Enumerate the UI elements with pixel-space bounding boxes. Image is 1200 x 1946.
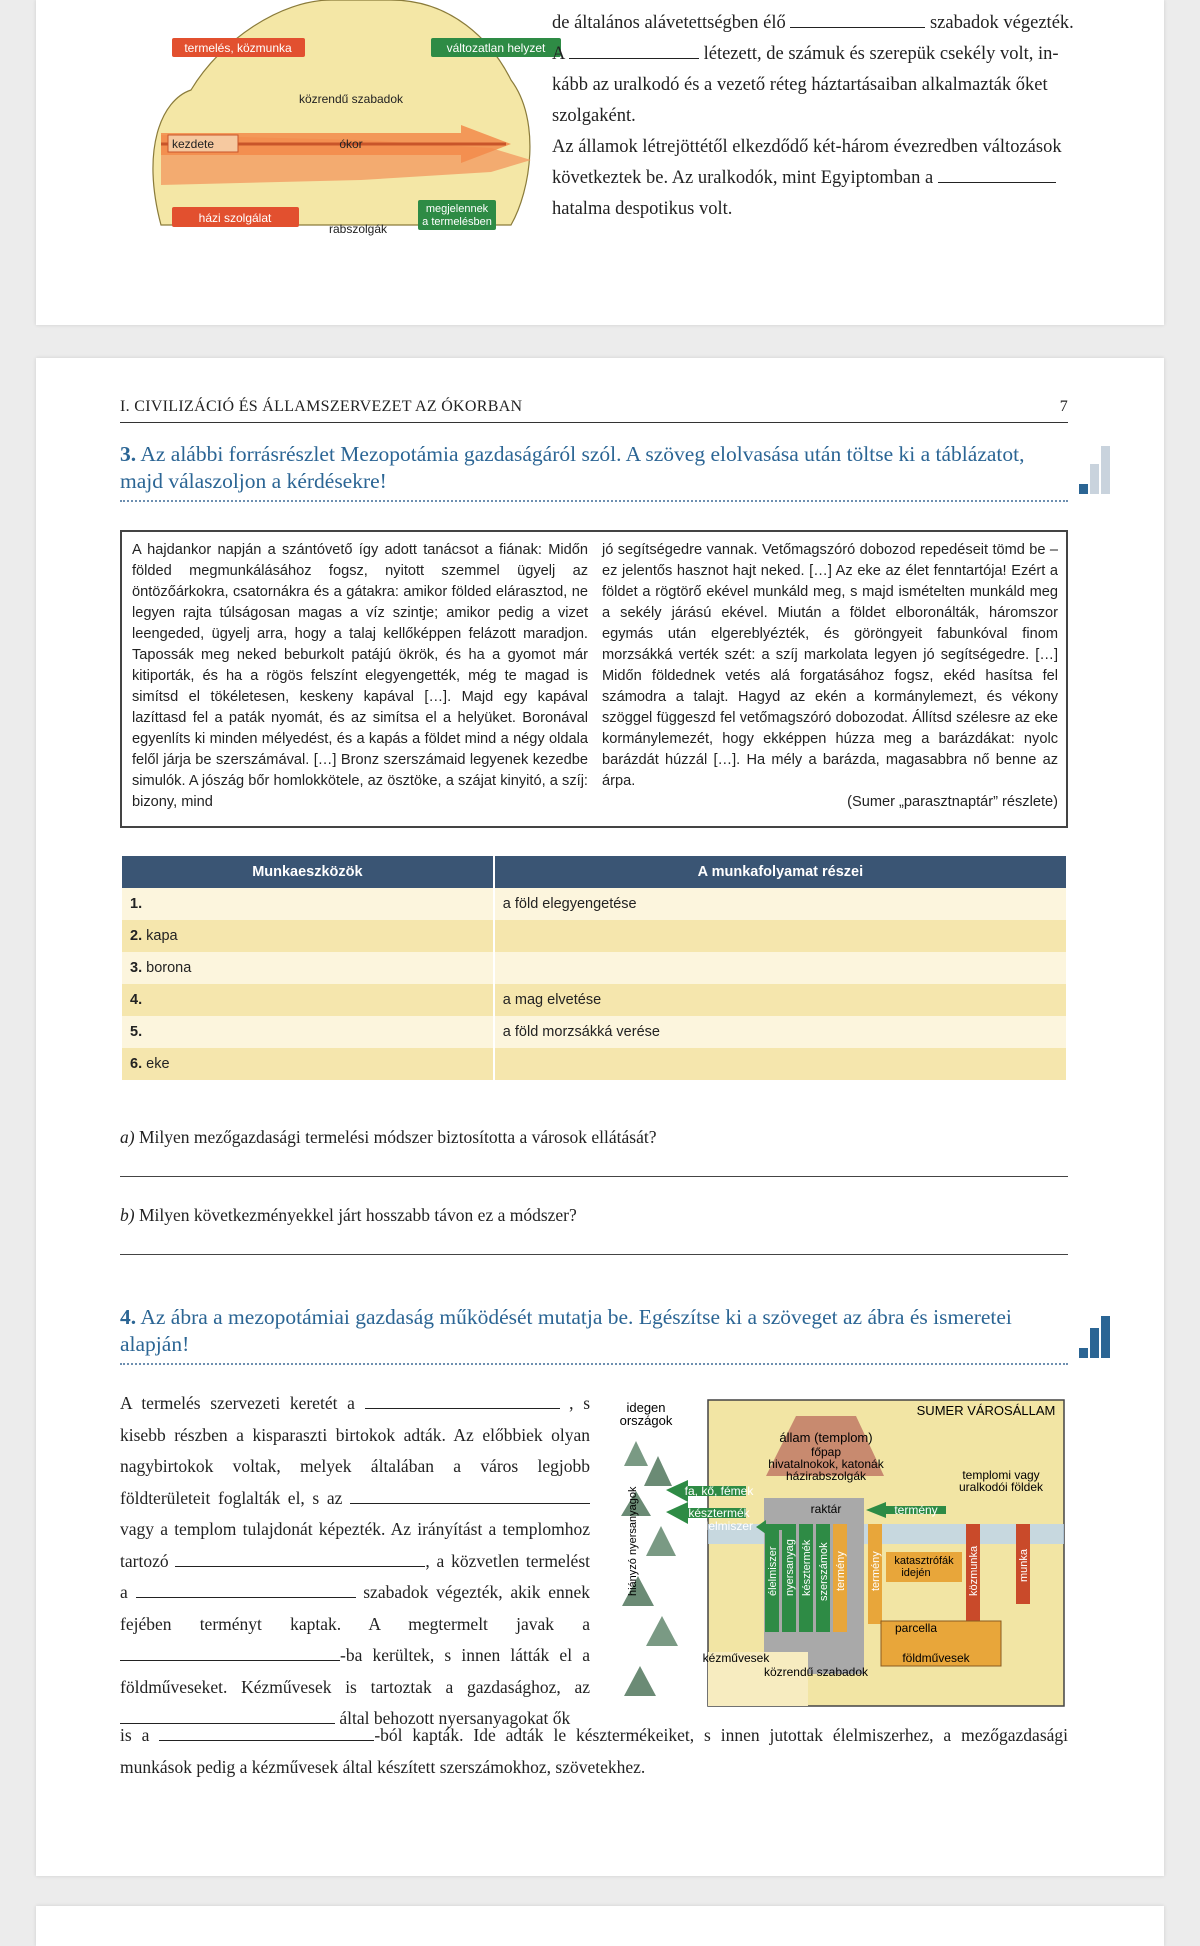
label-v-elelmiszer: élelmiszer bbox=[767, 1546, 779, 1596]
label-hazi: házi szolgálat bbox=[198, 211, 272, 225]
label-parcella: parcella bbox=[894, 1621, 938, 1635]
label-termeles: termelés, közmunka bbox=[184, 41, 292, 55]
step-cell[interactable]: a föld elegyengetése bbox=[495, 888, 1066, 920]
label-v-termeny2: termény bbox=[870, 1551, 882, 1591]
blank-field[interactable] bbox=[120, 1646, 340, 1661]
label-hazirab: házirabszolgák bbox=[785, 1469, 867, 1483]
difficulty-icon bbox=[1079, 446, 1111, 494]
label-idejen: idején bbox=[901, 1567, 931, 1579]
text-line: A létezett, de számuk és szerepük csekély volt, in- bbox=[552, 44, 1059, 64]
fill-in-text-end: is a -ból kapták. Ide adták le késztermékeiket, s innen jutottak élelmiszerhez, a mezőgazdasági munkások pedig a kézművesek által készített szerszámokhoz, szövetekhez. bbox=[120, 1725, 1069, 1777]
tool-cell[interactable]: 4. bbox=[122, 984, 493, 1016]
text-line: de általános alávetettségben élő szabadok végezték. bbox=[552, 13, 1074, 33]
blank-field[interactable] bbox=[136, 1583, 356, 1598]
page-top bbox=[36, 0, 1164, 325]
text-line: szolgaként. bbox=[552, 106, 636, 126]
page-7 bbox=[36, 358, 1164, 1876]
question-4-title: 4. Az ábra a mezopotámiai gazdaság működését mutatja be. Egészítse ki a szöveget az ábra és ismeretei alapján! bbox=[120, 1305, 1012, 1356]
tool-cell[interactable]: 1. bbox=[122, 888, 493, 920]
blank-field[interactable] bbox=[159, 1726, 374, 1741]
label-idegen: idegen bbox=[626, 1400, 666, 1415]
label-megjelennek-2: a termelésben bbox=[422, 216, 492, 228]
label-v-keszt: késztermék bbox=[801, 1539, 813, 1596]
blank-field[interactable] bbox=[938, 168, 1056, 183]
label-elelmiszer: élelmiszer bbox=[698, 1519, 754, 1533]
blank-field[interactable] bbox=[350, 1489, 590, 1504]
difficulty-icon bbox=[1079, 1310, 1111, 1358]
label-okor: ókor bbox=[339, 137, 363, 151]
label-sumer: SUMER VÁROSÁLLAM bbox=[916, 1403, 1056, 1418]
tool-cell[interactable]: 3. borona bbox=[122, 952, 493, 984]
mesopotamian-economy-diagram bbox=[616, 1396, 1066, 1710]
label-orszagok: országok bbox=[619, 1413, 673, 1428]
source-credit: (Sumer „parasztnaptár” részlete) bbox=[847, 794, 1058, 810]
page1-text bbox=[552, 8, 1122, 225]
label-kezdete: kezdete bbox=[171, 137, 215, 151]
text-line: hatalma despotikus volt. bbox=[552, 199, 733, 219]
blank-field[interactable] bbox=[790, 13, 925, 28]
label-megjelennek-1: megjelennek bbox=[425, 203, 489, 215]
answer-line-3b[interactable] bbox=[120, 1254, 1068, 1255]
running-head bbox=[120, 398, 1068, 423]
step-cell[interactable]: a föld morzsákká verése bbox=[495, 1016, 1066, 1048]
label-foldmuvesek: földművesek bbox=[902, 1651, 970, 1665]
header-tools: Munkaeszközök bbox=[122, 856, 493, 888]
header-steps: A munkafolyamat részei bbox=[495, 856, 1066, 888]
label-kozrendu: közrendű szabadok bbox=[298, 92, 404, 106]
source-right-column: jó segítségedre vannak. Vetőmagszóró dobozod repedéseit tömd be – ez jelentős hasznot hajt neked. […] Az eke az élet fenntartója! Ezért a földet a rögtörő ekével munkáld meg, s majd ismételten munkáld meg a sekély járású ekével. Miután a földet elboronálták, háromszor egymás után elgereblyézték, és göröngyeit fabunkóval finom morzsákká verték szét: a szíj markolata legyen jó segítségedre. […] Midőn földednek vetés alá forgatásához fogsz, ekéd hasítsa fel számodra a talajt. Hagyd az ekén a kormánylemezt, és vékony szöggel függeszd fel vetőmagszóró dobozodat. Állítsd szélesre az eke kormánylemezét, hogy ekképpen húzza meg a barázdákat: nyolc barázdát húzzál […]. Ha mély a barázda, magasabbra nő benne az árpa. (Sumer „parasztnaptár” részlete) bbox=[602, 540, 1058, 813]
label-v-szerszamok: szerszámok bbox=[818, 1542, 830, 1601]
label-templomi-2: uralkodói földek bbox=[958, 1480, 1044, 1494]
step-cell[interactable] bbox=[495, 1048, 1066, 1080]
blank-field[interactable] bbox=[175, 1552, 425, 1567]
step-cell[interactable] bbox=[495, 920, 1066, 952]
answer-line-3a[interactable] bbox=[120, 1176, 1068, 1177]
divider bbox=[120, 500, 1068, 502]
table-row bbox=[122, 888, 1066, 920]
label-v-kozmunka: közmunka bbox=[968, 1545, 980, 1596]
label-v-nyersanyag: nyersanyag bbox=[784, 1539, 796, 1596]
label-termeny: termény bbox=[894, 1503, 938, 1517]
divider bbox=[120, 1363, 1068, 1365]
label-raktar: raktár bbox=[810, 1502, 842, 1516]
text-line: következtek be. Az uralkodók, mint Egyiptomban a bbox=[552, 163, 1122, 194]
social-structure-diagram bbox=[131, 0, 561, 245]
label-hivatalnokok: hivatalnokok, katonák bbox=[768, 1457, 884, 1471]
table-row bbox=[122, 1048, 1066, 1080]
tool-cell[interactable]: 5. bbox=[122, 1016, 493, 1048]
label-fakofemek: fa, kő, fémek bbox=[684, 1484, 754, 1498]
step-cell[interactable] bbox=[495, 952, 1066, 984]
page-number: 7 bbox=[1059, 398, 1068, 415]
label-templomi-1: templomi vagy bbox=[962, 1468, 1040, 1482]
page-next bbox=[36, 1906, 1164, 1946]
table-row bbox=[122, 1016, 1066, 1048]
label-allam: állam (templom) bbox=[779, 1430, 873, 1445]
step-cell[interactable]: a mag elvetése bbox=[495, 984, 1066, 1016]
label-hianyzo: hiányzó nyersanyagok bbox=[627, 1486, 639, 1596]
chapter-title: I. CIVILIZÁCIÓ ÉS ÁLLAMSZERVEZET AZ ÓKORBAN bbox=[120, 398, 523, 415]
label-keszt: késztermék bbox=[688, 1506, 750, 1520]
blank-field[interactable] bbox=[365, 1394, 560, 1409]
label-katasztrofak: katasztrófák bbox=[894, 1555, 954, 1567]
blank-field[interactable] bbox=[569, 44, 699, 59]
table-row bbox=[122, 984, 1066, 1016]
label-rabszolgak: rabszolgák bbox=[328, 222, 388, 236]
label-fopap: főpap bbox=[810, 1445, 842, 1459]
label-kezmuvesek: kézművesek bbox=[702, 1651, 770, 1665]
tool-cell[interactable]: 6. eke bbox=[122, 1048, 493, 1080]
label-kozrendu-szabadok: közrendű szabadok bbox=[763, 1665, 869, 1679]
label-v-termeny1: termény bbox=[835, 1551, 847, 1591]
tools-table bbox=[120, 856, 1068, 1080]
label-valtozatlan: változatlan helyzet bbox=[446, 41, 546, 55]
label-v-munka: munka bbox=[1018, 1548, 1030, 1582]
question-3-title: 3. Az alábbi forrásrészlet Mezopotámia gazdaságáról szól. A szöveg elolvasása után töltse ki a táblázatot, majd válaszoljon a kérdésekre! bbox=[120, 442, 1025, 493]
question-3a: a) Milyen mezőgazdasági termelési módszer biztosította a városok ellátását? bbox=[120, 1127, 657, 1147]
question-3b: b) Milyen következményekkel járt hosszabb távon ez a módszer? bbox=[120, 1205, 577, 1225]
text-line: Az államok létrejöttétől elkezdődő két-három évezredben változások bbox=[552, 137, 1062, 157]
table-row bbox=[122, 920, 1066, 952]
source-left-column: A hajdankor napján a szántóvető így adott tanácsot a fiának: Midőn földed megmunkálásához fogsz, nyitott szemmel ügyelj az öntözőárkokra, csatornákra és a gátakra: amikor földed elárasztod, ne legyen rajta túlságosan magas a víz szintje; amikor pedig a vizet leengeded, ügyelj arra, hogy a talaj kellőképpen felázott maradjon. Tapossák meg neked beburkolt patájú ökrök, és ha a gyomot már kitiporták, és ha a rögös felszínt elegyengették, még te magad is simítsd el tökéletesen, keskeny kapával […]. Majd egy kapával lazíttasd fel a paták nyomát, és az simítsa el a helyüket. Boronával egyenlíts ki minden mélyedést, és a kapás a földet mind a négy oldala felől járja be szerszámával. […] Bronz szerszámaid legyenek kezedbe simulók. A jószág bőr homlokkötele, az ösztöke, a szájat kinyitó, a szíj: bizony, mind bbox=[132, 542, 588, 810]
source-excerpt bbox=[120, 530, 1068, 828]
table-row bbox=[122, 952, 1066, 984]
fill-in-text: A termelés szervezeti keretét a , s kisebb részben a kisparaszti birtokok adták. Az előbbiek olyan nagybirtokok voltak, melyek általában a város legjobb földterületeit foglalták el, s az vagy a templom tulajdonát képezték. Az irányítást a templomhoz tartozó , a közvetlen termelést a szabadok végezték, akik ennek fejében terményt kaptak. A megtermelt javak a -ba kerültek, s innen látták el a földműveseket. Kézművesek is tartoztak a gazdasághoz, az által behozott nyersanyagokat ők bbox=[120, 1393, 591, 1728]
text-line: kább az uralkodó és a vezető réteg háztartásaiban alkalmazták őket bbox=[552, 75, 1048, 95]
tool-cell[interactable]: 2. kapa bbox=[122, 920, 493, 952]
